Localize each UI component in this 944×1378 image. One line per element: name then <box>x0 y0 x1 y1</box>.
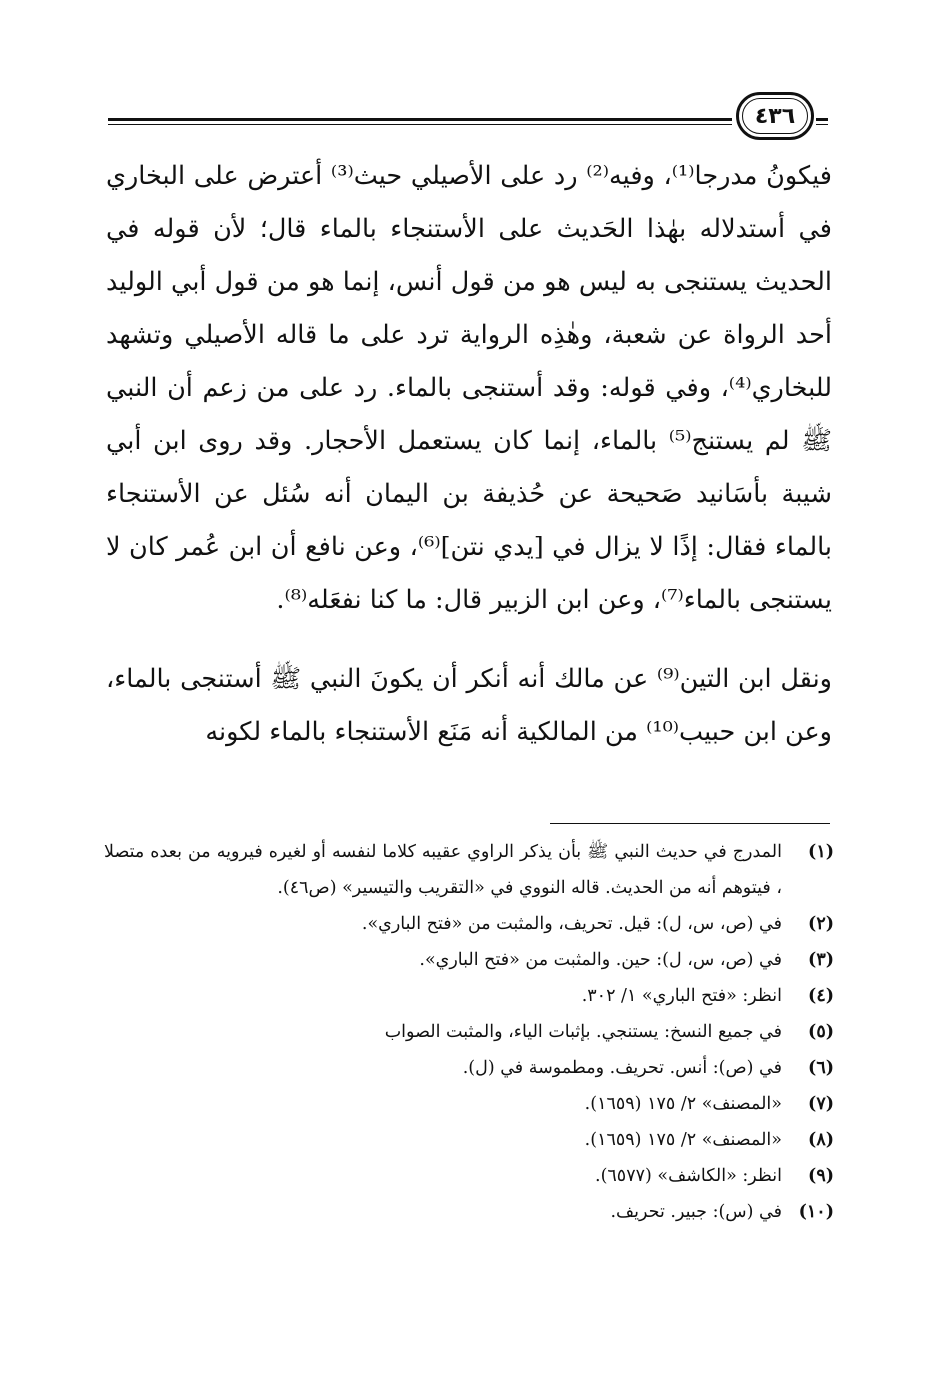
footnote-number: (١) <box>808 842 834 862</box>
footnote <box>104 1050 834 1086</box>
footnote-number: (٨) <box>808 1130 834 1150</box>
footnote-text: المدرج في حديث النبي ﷺ بأن يذكر الراوي عقيبه كلاما لنفسه أو لغيره فيرويه من بعده متصلا ، فيتوهم أنه من الحديث. قاله النووي في «التقريب والتيسير» (ص٤٦). <box>104 842 782 898</box>
header-rule-right <box>816 118 828 121</box>
footnote <box>104 1086 834 1122</box>
footnote-text: انظر: «الكاشف» (٦٥٧٧). <box>595 1166 782 1186</box>
footnote-number: (٧) <box>808 1094 834 1114</box>
footnote-number: (٩) <box>808 1166 834 1186</box>
footnote <box>104 834 834 906</box>
body-paragraph-1: فيكونُ مدرجا⁽¹⁾، وفيه⁽²⁾ رد على الأصيلي حيث⁽³⁾ أعترض على البخاري في أستدلاله بهٰذا الحَديث على الأستنجاء بالماء قال؛ لأن قوله في الحديث يستنجى به ليس هو من قول أنس، إنما هو من قول أبي الوليد أحد الرواة عن شعبة، وهٰذِه الرواية ترد على ما قاله الأصيلي وتشهد للبخاري⁽⁴⁾، وفي قوله: وقد أستنجى بالماء. رد على من زعم أن النبي ﷺ لم يستنج⁽⁵⁾ بالماء، إنما كان يستعمل الأحجار. وقد روى ابن أبي شيبة بأسَانيد صَحيحة عن حُذيفة بن اليمان أنه سُئل عن الأستنجاء بالماء فقال: إذًا لا يزال في [يدي نتن]⁽⁶⁾، وعن نافع أن ابن عُمر كان لا يستنجى بالماء⁽⁷⁾، وعن ابن الزبير قال: ما كنا نفعَله⁽⁸⁾. <box>106 161 832 615</box>
body-paragraph-2: ونقل ابن التين⁽⁹⁾ عن مالك أنه أنكر أن يكونَ النبي ﷺ أستنجى بالماء، وعن ابن حبيب⁽¹⁰⁾ من المالكية أنه مَنَع الأستنجاء بالماء لكونه <box>106 664 832 747</box>
footnote <box>104 942 834 978</box>
footnote-text: في (ص، س، ل): حين. والمثبت من «فتح الباري». <box>419 950 782 970</box>
page-number <box>736 92 814 140</box>
footnote <box>104 1014 834 1050</box>
footnote <box>104 978 834 1014</box>
footnote <box>104 1122 834 1158</box>
footnote-divider <box>550 823 830 824</box>
footnote-number: (٣) <box>808 950 834 970</box>
footnote <box>104 1158 834 1194</box>
header-rule-thin <box>108 124 732 125</box>
header-rule-right-thin <box>816 124 828 125</box>
footnote-text: انظر: «فتح الباري» ١/ ٣٠٢. <box>581 986 782 1006</box>
footnote-text: في (ص): أنس. تحريف. ومطموسة في (ل). <box>462 1058 782 1078</box>
footnote-text: في (ص، س، ل): قيل. تحريف، والمثبت من «فتح الباري». <box>361 914 782 934</box>
footnote-number: (٢) <box>808 914 834 934</box>
page-header <box>108 92 828 148</box>
footnote-text: في جميع النسخ: يستنجي. بإثبات الياء، والمثبت الصواب <box>384 1022 782 1042</box>
footnote-number: (٥) <box>808 1022 834 1042</box>
footnote-text: في (س): جبير. تحريف. <box>610 1202 782 1222</box>
main-text <box>106 150 832 759</box>
footnote-text: «المصنف» ٢/ ١٧٥ (١٦٥٩). <box>584 1094 782 1114</box>
header-rule <box>108 118 732 121</box>
footnote-text: «المصنف» ٢/ ١٧٥ (١٦٥٩). <box>584 1130 782 1150</box>
footnote-number: (٦) <box>808 1058 834 1078</box>
page-number-text: ٤٣٦ <box>754 103 796 129</box>
footnote <box>104 1194 834 1230</box>
footnote-number: (٤) <box>808 986 834 1006</box>
footnotes <box>104 834 834 1230</box>
footnote <box>104 906 834 942</box>
footnote-number: (١٠) <box>798 1202 834 1222</box>
